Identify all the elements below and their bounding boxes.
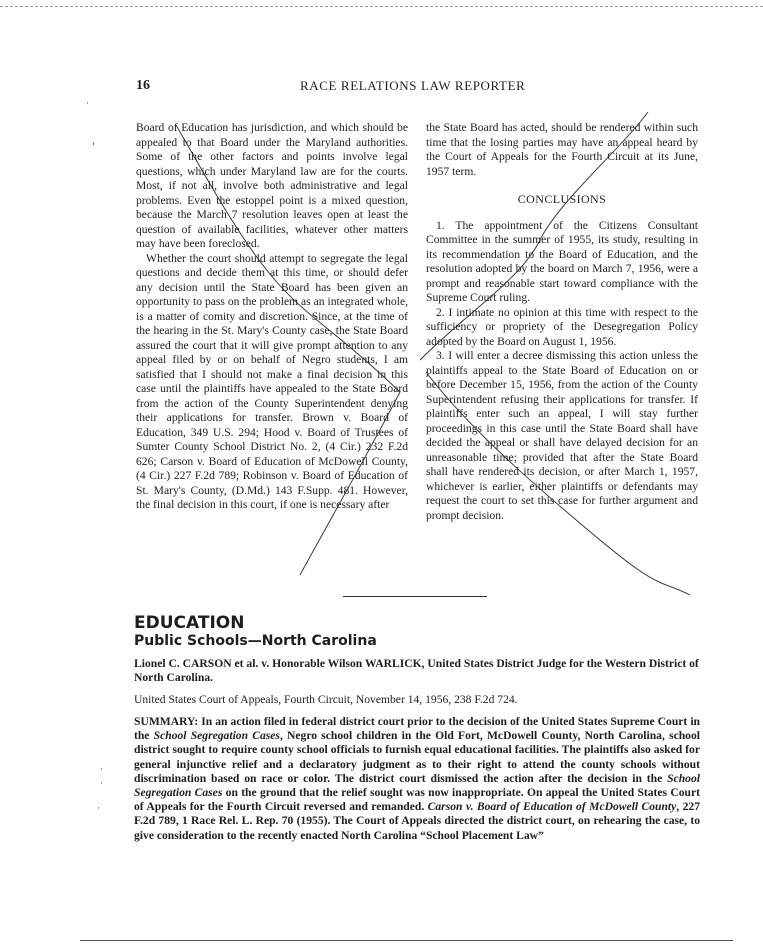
section-subtitle: Public Schools—North Carolina: [134, 633, 377, 649]
conclusions-heading: CONCLUSIONS: [517, 192, 607, 206]
summary-italic: School Segregation Cases: [134, 771, 700, 800]
summary-italic: School Segregation Cases: [153, 729, 280, 743]
page-number: 16: [136, 78, 150, 93]
margin-mark-dot: ·: [97, 803, 100, 813]
right-paragraph-1: the State Board has acted, should be rendered within such time that the losing parties may have an appeal heard by the Court of Appeals for the Fourth Circuit at its June, 1957 term.: [426, 121, 698, 178]
strike-line-right-lower: [426, 372, 690, 595]
section-title: EDUCATION: [134, 613, 245, 633]
margin-mark-tick: ‹: [92, 138, 95, 148]
margin-mark-dot: ·: [86, 98, 89, 108]
case-citation: United States Court of Appeals, Fourth Circuit, November 14, 1956, 238 F.2d 724.: [134, 693, 518, 706]
margin-mark-dot: ·: [100, 764, 103, 774]
bottom-border: [80, 940, 733, 941]
summary-italic: Carson v. Board of Education of McDowell County: [427, 800, 677, 814]
summary-label: SUMMARY:: [134, 715, 199, 728]
strike-line-right-upper: [420, 112, 648, 360]
strike-line-left-column: [176, 125, 400, 392]
conclusion-3: 3. I will enter a decree dismissing this action unless the plaintiffs appeal to the State Board of Education on or before December 15, 1956, from the action of the County Superintendent refusing their applications for transfer. If plaintiffs enter such an appeal, I will stay further proceedings in this case until the State Board shall have decided the appeal or shall have delayed decision for an unreasonable time; provided that after the State Board shall have rendered its decision, or after March 1, 1957, whichever is earlier, either plaintiffs or defendants may request the court to set this case for further argument and prompt decision.: [426, 349, 698, 522]
margin-mark-dot: ·: [100, 778, 103, 788]
case-caption: Lionel C. CARSON et al. v. Honorable Wilson WARLICK, United States District Judge for the Western District of North Carolina.: [134, 657, 699, 684]
summary-text: on the ground that the relief sought was now inappropriate. On appeal the United States Court of Appeals for the Fourth Circuit reversed and remanded.: [134, 786, 700, 814]
section-divider: [343, 596, 487, 597]
case-summary: [134, 715, 700, 843]
summary-text: In an action filed in federal district court prior to the decision of the United States Supreme Court in the: [134, 715, 700, 743]
running-title: RACE RELATIONS LAW REPORTER: [300, 78, 526, 93]
strike-line-left-lower: [300, 392, 400, 575]
case-section: [134, 613, 700, 843]
summary-text: , 227 F.2d 789, 1 Race Rel. L. Rep. 70 (1955). The Court of Appeals directed the district court, on rehearing the case, to give consideration to the recently enacted North Carolina “School Placement Law”: [134, 800, 701, 842]
summary-text: , Negro school children in the Old Fort, McDowell County, North Carolina, school district sought to require county school officials to furnish equal educational facilities. The plaintiffs also asked for general injunctive relief and a declaratory judgment as to their right to attend the county schools without discrimination based on race or color. The district court dismissed the action after the decision in the: [134, 729, 700, 785]
conclusion-2: 2. I intimate no opinion at this time with respect to the sufficiency or propriety of the Desegregation Policy adopted by the Board on August 1, 1956.: [426, 305, 698, 348]
left-paragraph-1: Board of Education has jurisdiction, and which should be appealed to that Board under the Maryland authorities. Some of the other factors and points involve legal questions, which under Maryland law are for the courts. Most, if not all, involve both administrative and legal problems. Even the estoppel point is a mixed question, because the March 7 resolution leaves open at least the question of available facilities, whatever other matters may have been foreclosed.: [136, 121, 408, 250]
left-paragraph-2: Whether the court should attempt to segregate the legal questions and decide them at this time, or should defer any decision until the State Board has been given an opportunity to pass on the problem as an integrated whole, is a matter of comity and discretion. Since, at the time of the hearing in the St. Mary's County case, the State Board assured the court that it will give prompt attention to any appeal filed by or on behalf of Negro students, I am satisfied that I should not make a final decision in this case until the plaintiffs have appealed to the State Board from the action of the County Superintendent denying their applications for transfer. Brown v. Board of Education, 349 U.S. 294; Hood v. Board of Trustees of Sumter County School District No. 2, (4 Cir.) 232 F.2d 626; Carson v. Board of Education of McDowell County, (4 Cir.) 227 F.2d 789; Robinson v. Board of Education of St. Mary's County, (D.Md.) 143 F.Supp. 481. However, the final decision in this court, if one is necessary after: [136, 251, 408, 511]
conclusion-1: 1. The appointment of the Citizens Consultant Committee in the summer of 1955, its study, resulting in its recommendation to the Board of Education, and the resolution adopted by the board on March 7, 1956, were a prompt and reasonable start toward compliance with the Supreme Court ruling.: [426, 218, 698, 304]
